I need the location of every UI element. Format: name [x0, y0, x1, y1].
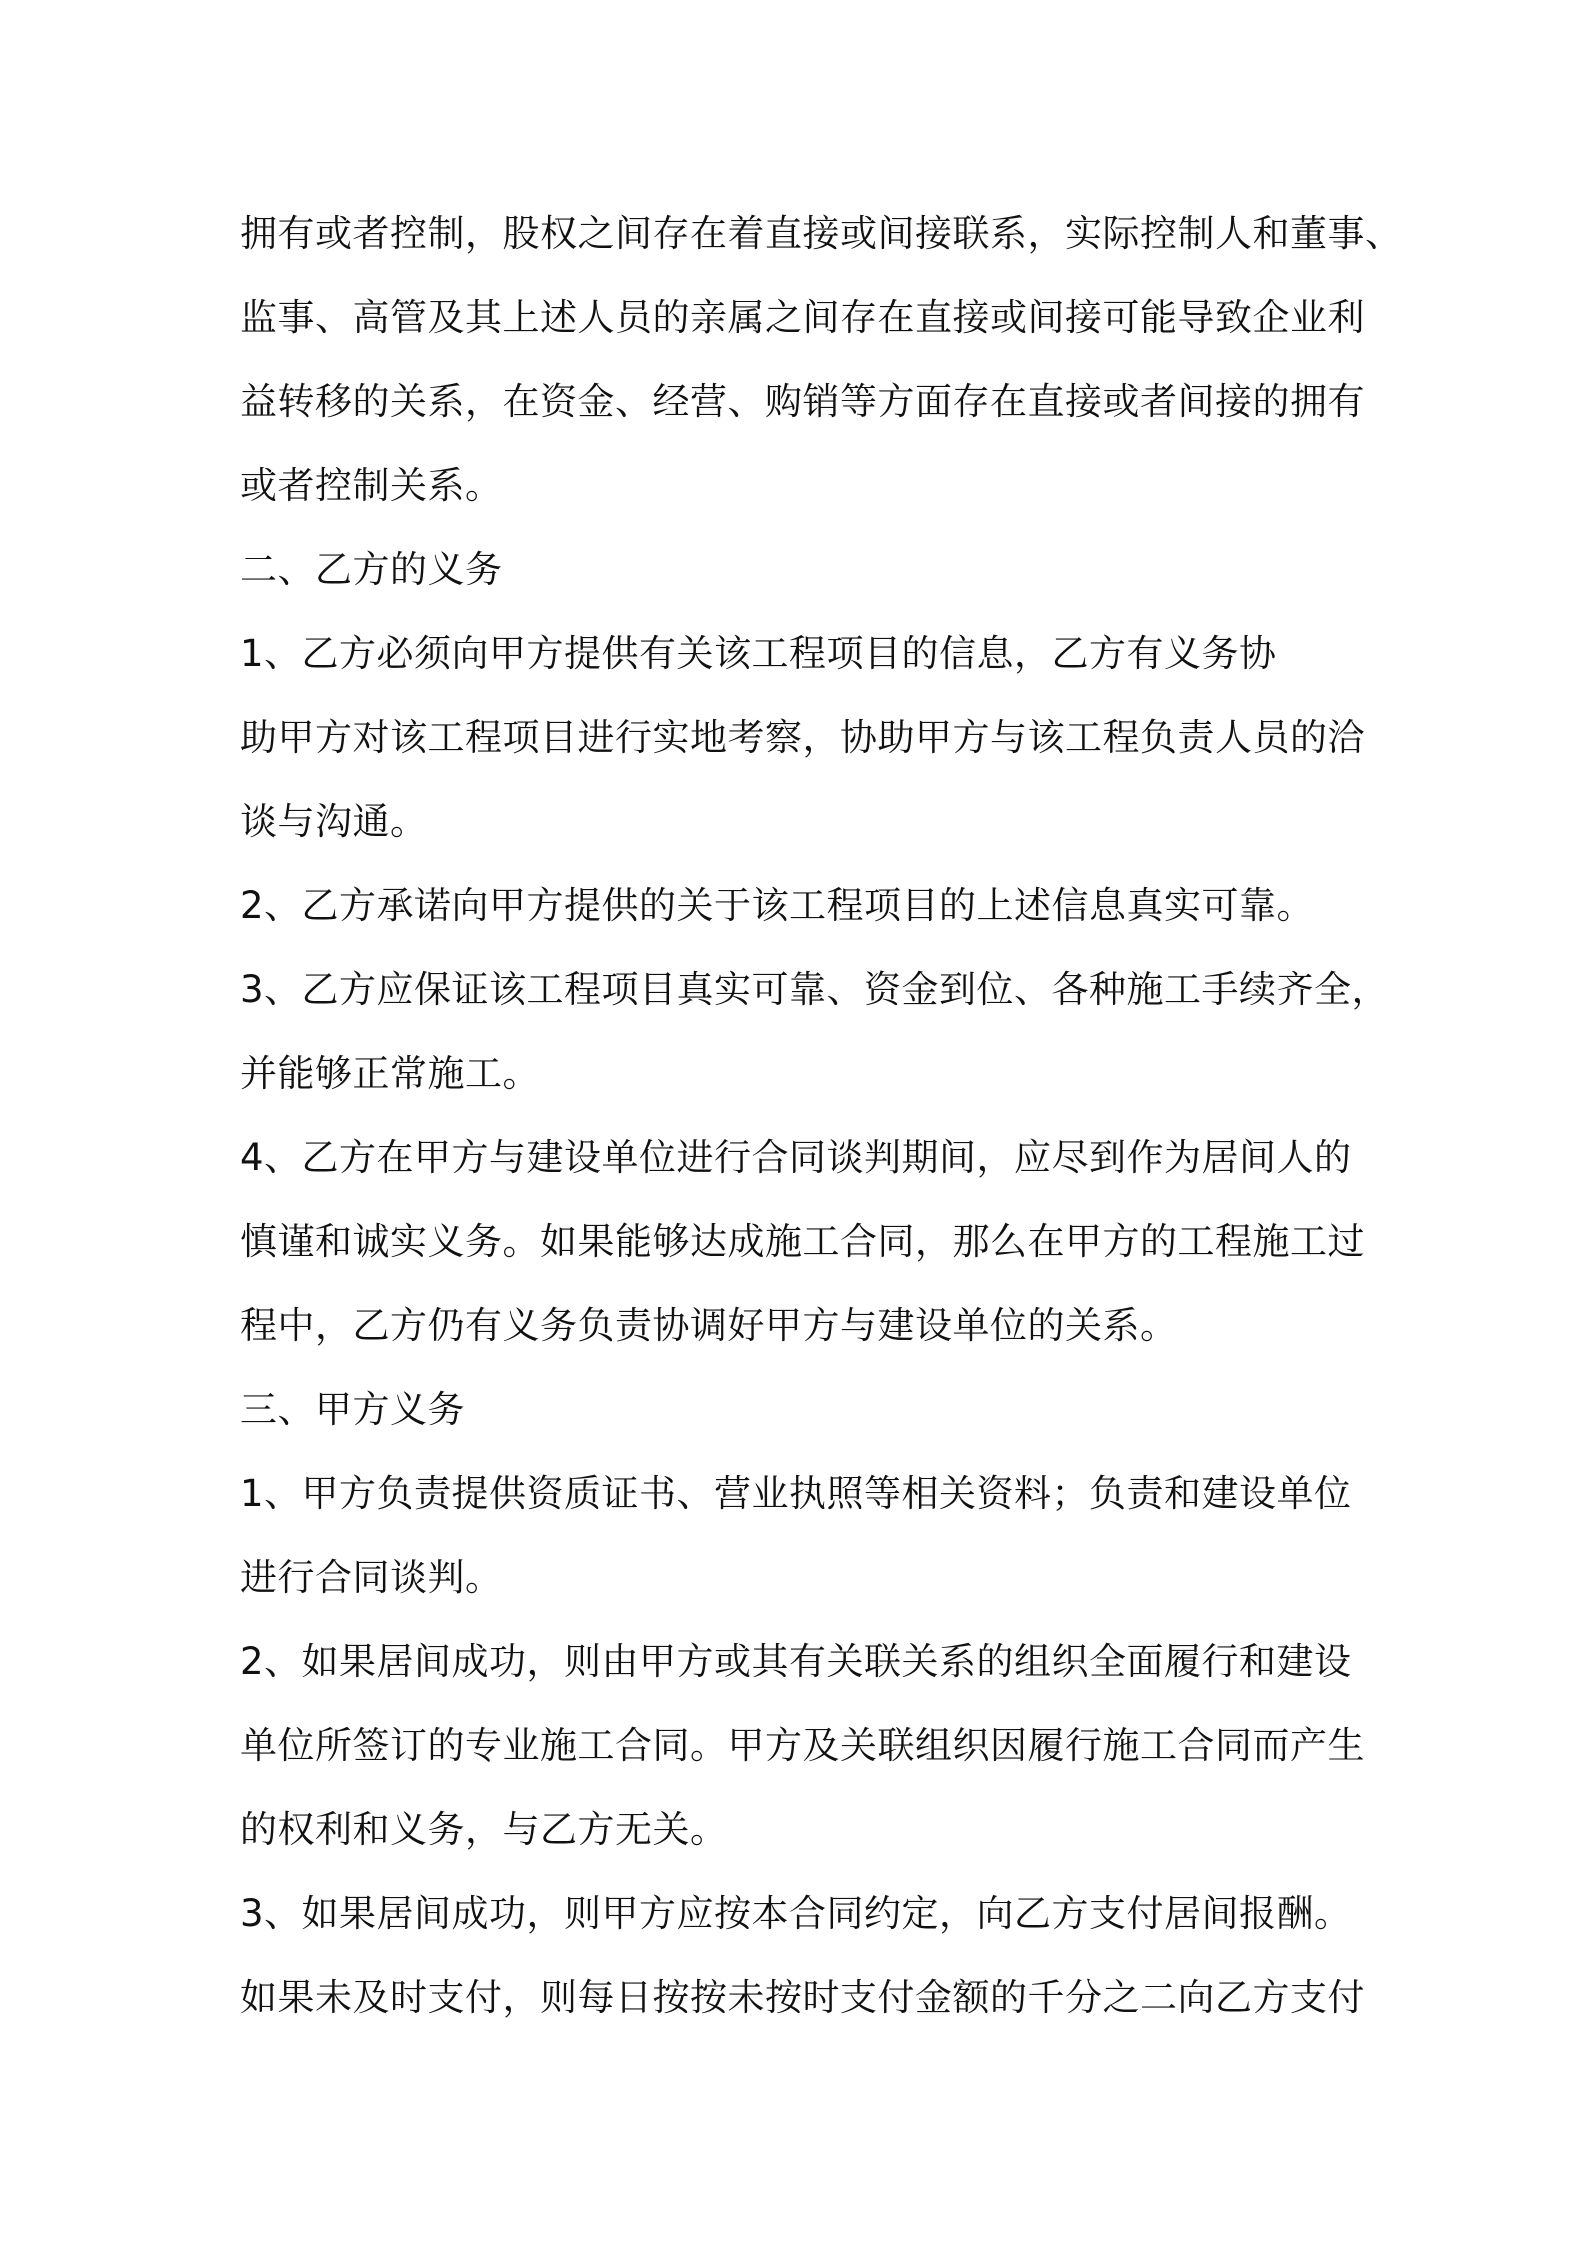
text-line-21: 3、如果居间成功，则甲方应按本合同约定，向乙方支付居间报酬。 — [240, 1892, 1352, 1935]
text-line-9: 2、乙方承诺向甲方提供的关于该工程项目的上述信息真实可靠。 — [240, 884, 1315, 927]
text-line-10: 3、乙方应保证该工程项目真实可靠、资金到位、各种施工手续齐全， — [240, 968, 1390, 1011]
text-line-1: 拥有或者控制，股权之间存在着直接或间接联系，实际控制人和董事、 — [240, 212, 1403, 255]
text-line-16: 1、甲方负责提供资质证书、营业执照等相关资料；负责和建设单位 — [240, 1472, 1352, 1515]
section-heading-party-b-obligations: 二、乙方的义务 — [240, 548, 503, 591]
text-line-4: 或者控制关系。 — [240, 464, 503, 507]
document-body — [240, 192, 1403, 2040]
section-heading-party-a-obligations: 三、甲方义务 — [240, 1388, 465, 1431]
text-line-20: 的权利和义务，与乙方无关。 — [240, 1808, 728, 1851]
text-line-7: 助甲方对该工程项目进行实地考察，协助甲方与该工程负责人员的洽 — [240, 716, 1365, 759]
text-line-17: 进行合同谈判。 — [240, 1556, 503, 1599]
text-line-11: 并能够正常施工。 — [240, 1052, 540, 1095]
text-line-8: 谈与沟通。 — [240, 800, 428, 843]
text-line-3: 益转移的关系，在资金、经营、购销等方面存在直接或者间接的拥有 — [240, 380, 1365, 423]
text-line-6: 1、乙方必须向甲方提供有关该工程项目的信息，乙方有义务协 — [240, 632, 1277, 675]
text-line-12: 4、乙方在甲方与建设单位进行合同谈判期间，应尽到作为居间人的 — [240, 1136, 1352, 1179]
text-line-19: 单位所签订的专业施工合同。甲方及关联组织因履行施工合同而产生 — [240, 1724, 1365, 1767]
text-line-2: 监事、高管及其上述人员的亲属之间存在直接或间接可能导致企业利 — [240, 296, 1365, 339]
text-line-13: 慎谨和诚实义务。如果能够达成施工合同，那么在甲方的工程施工过 — [240, 1220, 1365, 1263]
text-line-22: 如果未及时支付，则每日按按未按时支付金额的千分之二向乙方支付 — [240, 1976, 1365, 2019]
text-line-14: 程中，乙方仍有义务负责协调好甲方与建设单位的关系。 — [240, 1304, 1178, 1347]
text-line-18: 2、如果居间成功，则由甲方或其有关联关系的组织全面履行和建设 — [240, 1640, 1352, 1683]
